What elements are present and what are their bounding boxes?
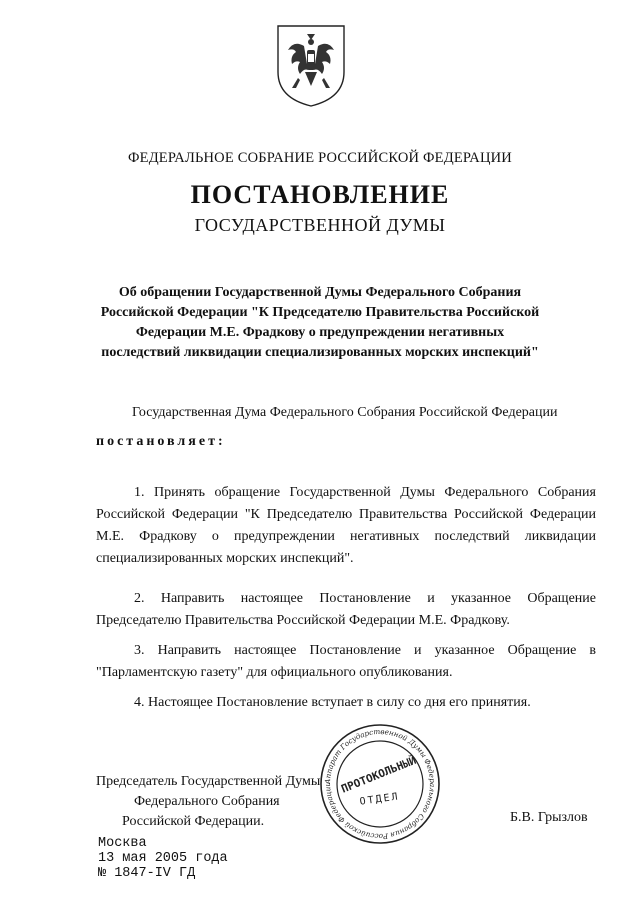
intro-text: Государственная Дума Федерального Собрания Российской Федерации [132, 405, 558, 420]
stamp-text-line: ОТДЕЛ [359, 791, 401, 808]
document-number: № 1847-IV ГД [98, 866, 196, 881]
list-item: 1. Принять обращение Государственной Думы Федерального Собрания Российской Федерации "К Председателю Правительства Российской Федерации М.Е. Фрадкову о предупреждении негативных последствий ликвидации специализированных морских инспекций". [96, 485, 596, 566]
document-title: ПОСТАНОВЛЕНИЕ [190, 180, 450, 209]
signatory-title-line: Федерального Собрания [134, 794, 280, 809]
signatory-title-line: Российской Федерации. [122, 814, 265, 829]
document-subject: Об обращении Государственной Думы Федерального Собрания Российской Федерации "К Председателю Правительства Российской Федерации М.Е. Фрадкову о предупреждении негативных последствий ликвидации специализированных морских инспекций" [100, 285, 540, 360]
list-item: 2. Направить настоящее Постановление и указанное Обращение Председателю Правительства Российской Федерации М.Е. Фрадкову. [96, 591, 596, 628]
stamp-text-line: ПРОТОКОЛЬНЫЙ [339, 753, 418, 796]
place-of-signing: Москва [98, 836, 147, 851]
decree-word: постановляет: [96, 434, 226, 449]
official-stamp [318, 722, 442, 846]
list-item: 3. Направить настоящее Постановление и указанное Обращение в "Парламентскую газету" для официального опубликования. [96, 643, 596, 680]
organization-name: ФЕДЕРАЛЬНОЕ СОБРАНИЕ РОССИЙСКОЙ ФЕДЕРАЦИИ [128, 150, 512, 166]
list-item: 4. Настоящее Постановление вступает в силу со дня его принятия. [134, 695, 531, 710]
coat-of-arms-icon [274, 22, 348, 108]
stamp-ring-text: Аппарат Государственной Думы Федерального Собрания Российской Федерации [322, 726, 438, 842]
document-subtitle: ГОСУДАРСТВЕННОЙ ДУМЫ [194, 215, 446, 235]
signatory-title [96, 772, 320, 832]
signatory-title-line: Председатель Государственной Думы [96, 774, 321, 789]
date-of-signing: 13 мая 2005 года [98, 851, 228, 866]
signatory-name: Б.В. Грызлов [510, 810, 588, 825]
